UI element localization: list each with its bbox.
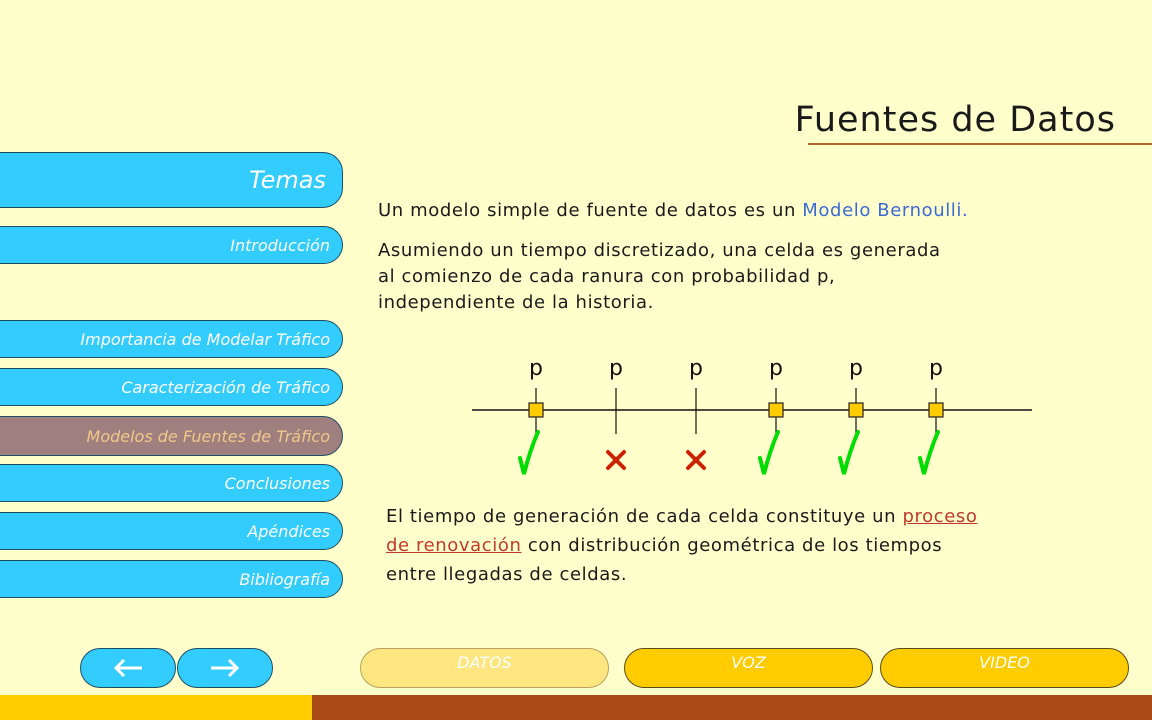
cell-marker [849, 403, 863, 417]
sidebar-item-label: Caracterización de Tráfico [121, 377, 330, 397]
slot-label: p [609, 356, 623, 381]
cross-icon [608, 452, 624, 468]
left-arrow-icon [110, 656, 146, 680]
paragraph-line [386, 531, 978, 560]
sidebar-item-label: Conclusiones [224, 473, 330, 493]
renewal-process-link-cont[interactable]: de renovación [386, 535, 522, 556]
renewal-process-link[interactable]: proceso [902, 506, 978, 527]
paragraph-line [386, 502, 978, 531]
paragraph-line: Asumiendo un tiempo discretizado, una celda es generada [378, 240, 941, 261]
paragraph-line: independiente de la historia. [378, 292, 654, 313]
prev-button[interactable] [80, 648, 176, 688]
check-icon [760, 432, 778, 474]
video-label: VIDEO [979, 652, 1030, 672]
paragraph-text: con distribución geométrica de los tiempos [521, 535, 943, 556]
sidebar-item-label: Bibliografía [239, 569, 330, 589]
page-title: Fuentes de Datos [794, 100, 1116, 140]
slot-label: p [529, 356, 543, 381]
voz-label: VOZ [731, 652, 766, 672]
paragraph-renewal [386, 502, 978, 589]
check-icon [520, 432, 538, 474]
slot-label: p [849, 356, 863, 381]
sidebar-header-label: Temas [248, 166, 326, 194]
video-button[interactable] [880, 648, 1129, 688]
slot-label: p [929, 356, 943, 381]
footer-bar-yellow [0, 695, 312, 720]
right-arrow-icon [207, 656, 243, 680]
check-icon [840, 432, 858, 474]
paragraph-line: al comienzo de cada ranura con probabilidad p, [378, 266, 836, 287]
sidebar-item-label: Modelos de Fuentes de Tráfico [86, 426, 330, 446]
check-icon [920, 432, 938, 474]
cell-marker [929, 403, 943, 417]
next-button[interactable] [177, 648, 273, 688]
sidebar-item-label: Importancia de Modelar Tráfico [80, 329, 330, 349]
slot-label: p [689, 356, 703, 381]
cell-marker [769, 403, 783, 417]
sidebar-item-label: Apéndices [247, 521, 330, 541]
slot-label: p [769, 356, 783, 381]
footer-bar-brown [312, 695, 1152, 720]
voz-button[interactable] [624, 648, 873, 688]
paragraph-line: entre llegadas de celdas. [386, 564, 628, 585]
sidebar-item-label: Introducción [230, 235, 330, 255]
paragraph-text: Un modelo simple de fuente de datos es un [378, 200, 803, 221]
paragraph-text: El tiempo de generación de cada celda constituye un [386, 506, 903, 527]
bernoulli-link[interactable]: Modelo Bernoulli. [802, 200, 969, 221]
datos-button[interactable] [360, 648, 609, 688]
datos-label: DATOS [457, 652, 512, 672]
cell-marker [529, 403, 543, 417]
cross-icon [688, 452, 704, 468]
